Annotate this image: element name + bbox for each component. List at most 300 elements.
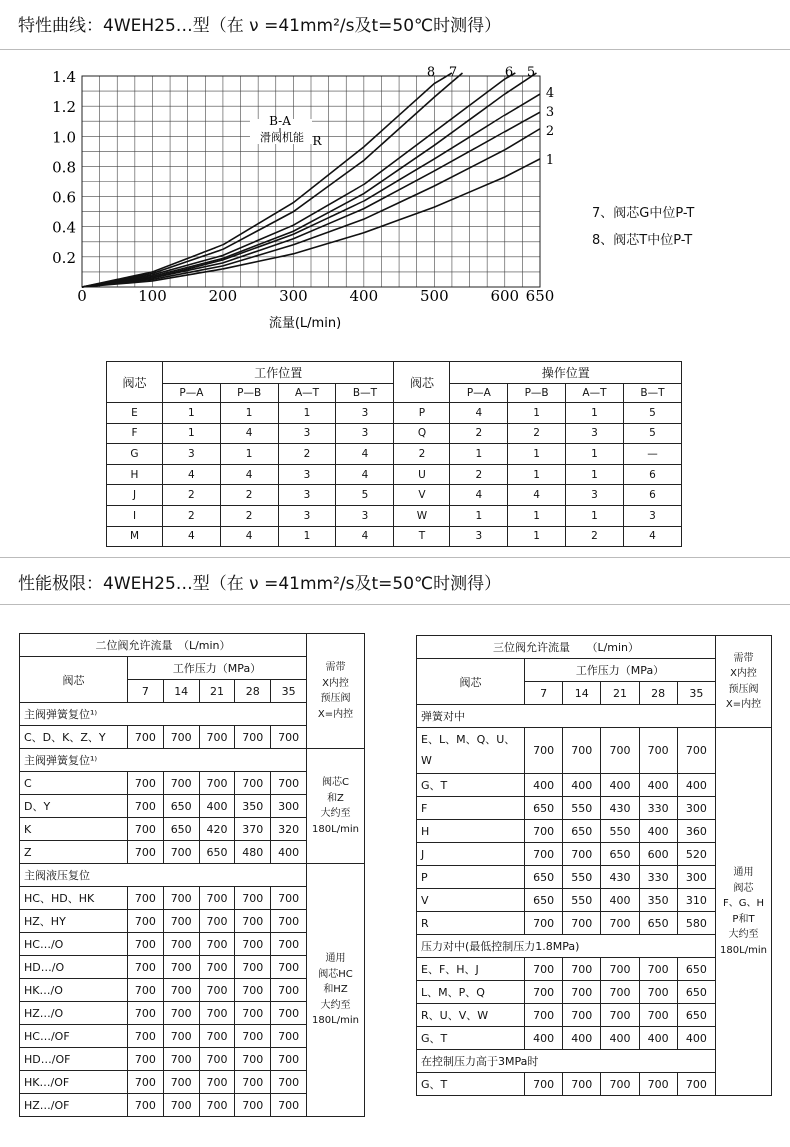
- series-line-8: [82, 73, 452, 287]
- flow-value: 650: [163, 795, 199, 818]
- x-tick-label: 100: [138, 287, 167, 305]
- spool-name: HZ、HY: [20, 910, 128, 933]
- flow-value: 700: [601, 1004, 639, 1027]
- flow-value: 700: [163, 887, 199, 910]
- flow-value: 700: [128, 1048, 164, 1071]
- table-cell: 2: [450, 423, 508, 444]
- flow-value: 700: [271, 979, 307, 1002]
- flow-value: 400: [601, 774, 639, 797]
- flow-value: 700: [199, 1002, 235, 1025]
- operating-position-header: 操作位置: [450, 362, 682, 384]
- table-row: [107, 505, 682, 526]
- table-cell: 3: [623, 505, 681, 526]
- flow-value: 400: [677, 1027, 715, 1050]
- flow-value: 480: [235, 841, 271, 864]
- annotation-top: B-A: [269, 114, 291, 128]
- flow-value: 700: [163, 910, 199, 933]
- spool-name: HK…/O: [20, 979, 128, 1002]
- flow-value: 700: [128, 933, 164, 956]
- flow-value: 700: [639, 981, 677, 1004]
- flow-value: 700: [128, 910, 164, 933]
- table-cell: E: [107, 403, 163, 424]
- pressure-value: 7: [128, 680, 164, 703]
- spool-name: R、U、V、W: [417, 1004, 525, 1027]
- flow-value: 700: [128, 795, 164, 818]
- flow-value: 550: [563, 866, 601, 889]
- col-header: A—T: [278, 384, 336, 403]
- series-label-4: 4: [545, 86, 555, 101]
- flow-value: 300: [271, 795, 307, 818]
- pressure-value: 28: [639, 682, 677, 705]
- flow-value: 550: [601, 820, 639, 843]
- flow-value: 330: [639, 797, 677, 820]
- table-cell: 6: [623, 464, 681, 485]
- side-note-line: 阀芯HC: [318, 968, 353, 980]
- x-tick-label: 500: [419, 287, 449, 305]
- side-note-line: 180L/min: [312, 823, 359, 835]
- x-tick-label: 400: [349, 287, 379, 305]
- spool-name: G、T: [417, 1027, 525, 1050]
- col-header: P—A: [450, 384, 508, 403]
- flow-value: 650: [563, 820, 601, 843]
- flow-value: 400: [639, 774, 677, 797]
- flow-value: 650: [639, 912, 677, 935]
- flow-value: 700: [525, 1073, 563, 1096]
- side-note-line: P和T: [732, 913, 755, 925]
- flow-value: 600: [639, 843, 677, 866]
- flow-value: 700: [639, 1004, 677, 1027]
- flow-value: 700: [199, 1071, 235, 1094]
- legend-item-7: 7、阀芯G中位P-T: [592, 206, 695, 221]
- table-cell: F: [107, 423, 163, 444]
- flow-value: 700: [639, 728, 677, 774]
- table-cell: 4: [508, 485, 566, 506]
- table-cell: 4: [220, 464, 278, 485]
- x-tick-label: 600: [490, 287, 520, 305]
- col-header: P—B: [508, 384, 566, 403]
- two-position-flow-table: [19, 633, 365, 1117]
- series-label-6: 6: [504, 65, 514, 80]
- spool-name: J: [417, 843, 525, 866]
- side-note-line: F、G、H: [722, 898, 765, 909]
- table-cell: 2: [220, 485, 278, 506]
- series-label-5: 5: [526, 65, 536, 80]
- table-cell: 4: [336, 444, 394, 465]
- flow-value: 430: [601, 797, 639, 820]
- group-title: 弹簧对中: [417, 705, 716, 728]
- table-cell: 3: [163, 444, 221, 465]
- flow-value: 400: [525, 1027, 563, 1050]
- spool-name: HC…/O: [20, 933, 128, 956]
- flow-value: 700: [601, 981, 639, 1004]
- side-note-line: 预压阀: [728, 683, 759, 695]
- table-cell: 4: [220, 423, 278, 444]
- table-cell: 1: [566, 403, 624, 424]
- flow-value: 700: [601, 1073, 639, 1096]
- series-label-3: 3: [545, 105, 555, 120]
- flow-value: 700: [235, 772, 271, 795]
- pressure-header: 工作压力（MPa）: [128, 657, 307, 680]
- flow-value: 650: [601, 843, 639, 866]
- flow-value: 700: [235, 887, 271, 910]
- flow-value: 700: [235, 1002, 271, 1025]
- section-header-limits: [0, 557, 790, 605]
- flow-value: 300: [677, 866, 715, 889]
- group-title: 主阀液压复位: [20, 864, 307, 887]
- group-title: 主阀弹簧复位¹⁾: [20, 749, 307, 772]
- flow-value: 700: [128, 1025, 164, 1048]
- group-row: [20, 864, 365, 887]
- flow-value: 650: [525, 797, 563, 820]
- flow-value: 700: [677, 728, 715, 774]
- flow-value: 700: [163, 726, 199, 749]
- flow-value: 700: [235, 1025, 271, 1048]
- y-tick-label: 0.8: [52, 158, 76, 177]
- flow-value: 700: [128, 956, 164, 979]
- title-row: [417, 636, 772, 659]
- flow-value: 550: [563, 889, 601, 912]
- section-title-2: 性能极限：4WEH25…型（在 ν =41mm²/s及t=50℃时测得）: [18, 574, 502, 594]
- side-note-line: 180L/min: [312, 1015, 359, 1027]
- group-row: [20, 749, 365, 772]
- flow-value: 700: [163, 1071, 199, 1094]
- col-header: B—T: [623, 384, 681, 403]
- switching-position-table: [106, 361, 682, 547]
- flow-value: 700: [199, 979, 235, 1002]
- series-label-7: 7: [448, 65, 458, 80]
- table-cell: 4: [220, 526, 278, 547]
- side-note-line: X=内控: [725, 699, 762, 710]
- pressure-value: 7: [525, 682, 563, 705]
- table-cell: 6: [623, 485, 681, 506]
- side-note-line: 大约至: [320, 999, 351, 1011]
- spool-header: 阀芯: [20, 657, 128, 703]
- flow-value: 400: [563, 774, 601, 797]
- flow-value: 400: [639, 820, 677, 843]
- group-title: 在控制压力高于3MPa时: [417, 1050, 716, 1073]
- table-cell: I: [107, 505, 163, 526]
- spool-name: HK…/OF: [20, 1071, 128, 1094]
- flow-value: 700: [199, 956, 235, 979]
- flow-value: 700: [128, 1094, 164, 1117]
- spool-name: HD…/OF: [20, 1048, 128, 1071]
- table-cell: 1: [163, 423, 221, 444]
- flow-value: 700: [563, 958, 601, 981]
- flow-value: 700: [235, 910, 271, 933]
- side-note-line: X=内控: [317, 708, 354, 720]
- flow-value: 700: [163, 956, 199, 979]
- table-cell: 3: [336, 403, 394, 424]
- y-tick-label: 0.4: [52, 218, 76, 237]
- flow-value: 700: [163, 1002, 199, 1025]
- series-line-7: [82, 73, 462, 287]
- flow-value: 700: [525, 820, 563, 843]
- section-title: 特性曲线：4WEH25…型（在 ν =41mm²/s及t=50℃时测得）: [18, 16, 502, 36]
- flow-value: 700: [199, 887, 235, 910]
- flow-value: 330: [639, 866, 677, 889]
- annotation-letter: R: [312, 134, 322, 148]
- table-cell: 1: [508, 526, 566, 547]
- spool-name: Z: [20, 841, 128, 864]
- side-note-line: 阀芯: [733, 882, 754, 894]
- flow-value: 700: [235, 979, 271, 1002]
- table-cell: 1: [508, 403, 566, 424]
- table-cell: —: [623, 444, 681, 465]
- table-cell: U: [394, 464, 450, 485]
- table-cell: 5: [623, 423, 681, 444]
- flow-value: 700: [163, 841, 199, 864]
- spool-name: E、F、H、J: [417, 958, 525, 981]
- flow-value: 700: [235, 1048, 271, 1071]
- flow-value: 700: [525, 843, 563, 866]
- table-cell: 2: [508, 423, 566, 444]
- spool-name: K: [20, 818, 128, 841]
- y-tick-label: 1.4: [52, 68, 76, 86]
- spool-name: HZ…/O: [20, 1002, 128, 1025]
- side-note-line: 大约至: [728, 929, 759, 940]
- pressure-value: 21: [601, 682, 639, 705]
- flow-value: 700: [271, 772, 307, 795]
- table-row: [107, 464, 682, 485]
- flow-value: 700: [128, 841, 164, 864]
- flow-value: 700: [235, 1094, 271, 1117]
- side-note-line: 需带: [325, 662, 346, 673]
- table-cell: 3: [278, 485, 336, 506]
- flow-value: 700: [525, 958, 563, 981]
- table-cell: 2: [566, 526, 624, 547]
- spool-name: E、L、M、Q、U、W: [417, 728, 525, 774]
- table-row: [107, 485, 682, 506]
- x-tick-label: 650: [525, 287, 555, 305]
- group-title: 主阀弹簧复位¹⁾: [20, 703, 307, 726]
- table-cell: 1: [278, 526, 336, 547]
- flow-value: 700: [199, 910, 235, 933]
- flow-value: 700: [163, 772, 199, 795]
- flow-value: 700: [601, 728, 639, 774]
- col-header: P—A: [163, 384, 221, 403]
- flow-value: 700: [271, 1048, 307, 1071]
- spool-name: V: [417, 889, 525, 912]
- flow-value: 400: [271, 841, 307, 864]
- table-cell: 3: [336, 505, 394, 526]
- legend-item-8: 8、阀芯T中位P-T: [592, 233, 693, 248]
- side-note-line: 通用: [733, 867, 754, 878]
- table-cell: H: [107, 464, 163, 485]
- pressure-value: 14: [563, 682, 601, 705]
- table-cell: 3: [566, 485, 624, 506]
- flow-value: 700: [525, 912, 563, 935]
- series-label-2: 2: [545, 124, 555, 139]
- side-note-line: 和HZ: [323, 984, 348, 996]
- flow-value: 700: [639, 1073, 677, 1096]
- flow-value: 650: [199, 841, 235, 864]
- flow-value: 400: [639, 1027, 677, 1050]
- table-cell: M: [107, 526, 163, 547]
- spool-name: G、T: [417, 1073, 525, 1096]
- side-note: [716, 636, 772, 728]
- flow-value: 400: [525, 774, 563, 797]
- flow-value: 700: [639, 958, 677, 981]
- flow-value: 700: [271, 726, 307, 749]
- flow-value: 700: [128, 818, 164, 841]
- spool-name: HZ…/OF: [20, 1094, 128, 1117]
- spool-header: 阀芯: [417, 659, 525, 705]
- flow-value: 700: [163, 1048, 199, 1071]
- spool-name: F: [417, 797, 525, 820]
- table-cell: 3: [566, 423, 624, 444]
- table-row: [107, 403, 682, 424]
- table-cell: G: [107, 444, 163, 465]
- table-cell: 1: [566, 505, 624, 526]
- table-row: [107, 423, 682, 444]
- flow-value: 550: [563, 797, 601, 820]
- table-cell: 2: [450, 464, 508, 485]
- spool-name: C: [20, 772, 128, 795]
- flow-value: 700: [271, 910, 307, 933]
- table-cell: V: [394, 485, 450, 506]
- flow-value: 430: [601, 866, 639, 889]
- flow-value: 700: [199, 726, 235, 749]
- table-cell: 3: [278, 464, 336, 485]
- characteristic-curve-chart: [0, 50, 790, 340]
- flow-value: 700: [163, 979, 199, 1002]
- flow-value: 400: [199, 795, 235, 818]
- flow-value: 700: [199, 1025, 235, 1048]
- flow-value: 370: [235, 818, 271, 841]
- spool-name: D、Y: [20, 795, 128, 818]
- flow-value: 700: [677, 1073, 715, 1096]
- flow-value: 700: [128, 887, 164, 910]
- section-header-characteristics: [0, 0, 790, 50]
- table-cell: 1: [163, 403, 221, 424]
- pressure-value: 14: [163, 680, 199, 703]
- table-row: [107, 526, 682, 547]
- flow-value: 700: [563, 1004, 601, 1027]
- side-note: [716, 728, 772, 1096]
- table-cell: 2: [163, 505, 221, 526]
- table-cell: P: [394, 403, 450, 424]
- spool-name: HC、HD、HK: [20, 887, 128, 910]
- x-tick-label: 0: [77, 287, 87, 305]
- table-cell: 1: [278, 403, 336, 424]
- table-cell: 4: [623, 526, 681, 547]
- col-header: B—T: [336, 384, 394, 403]
- flow-value: 700: [271, 1094, 307, 1117]
- side-note-line: 阀芯C: [322, 777, 349, 788]
- table-cell: 5: [336, 485, 394, 506]
- pressure-header: 工作压力（MPa）: [525, 659, 716, 682]
- side-note-line: 通用: [325, 953, 346, 965]
- table-cell: T: [394, 526, 450, 547]
- spool-name: HC…/OF: [20, 1025, 128, 1048]
- side-note-line: 180L/min: [720, 944, 767, 956]
- flow-value: 350: [235, 795, 271, 818]
- table-cell: 4: [450, 485, 508, 506]
- flow-value: 700: [235, 933, 271, 956]
- table-cell: 4: [163, 526, 221, 547]
- table-cell: J: [107, 485, 163, 506]
- table-cell: 2: [394, 444, 450, 465]
- spool-name: G、T: [417, 774, 525, 797]
- spool-name: P: [417, 866, 525, 889]
- flow-value: 700: [563, 728, 601, 774]
- flow-value: 650: [677, 1004, 715, 1027]
- flow-value: 580: [677, 912, 715, 935]
- group-title: 压力对中(最低控制压力1.8MPa): [417, 935, 716, 958]
- flow-value: 650: [677, 981, 715, 1004]
- table-cell: 2: [220, 505, 278, 526]
- flow-value: 700: [128, 772, 164, 795]
- col-header: P—B: [220, 384, 278, 403]
- y-tick-label: 0.2: [52, 248, 76, 267]
- table-row: [417, 728, 772, 774]
- table-title: 二位阀允许流量 （L/min）: [20, 634, 307, 657]
- flow-value: 700: [271, 887, 307, 910]
- table-row: [107, 444, 682, 465]
- table-cell: 1: [566, 444, 624, 465]
- table-title: 三位阀允许流量 （L/min）: [417, 636, 716, 659]
- flow-value: 400: [601, 1027, 639, 1050]
- table-cell: 1: [566, 464, 624, 485]
- flow-value: 700: [271, 933, 307, 956]
- flow-value: 400: [677, 774, 715, 797]
- flow-value: 310: [677, 889, 715, 912]
- col-header: A—T: [566, 384, 624, 403]
- y-tick-label: 1.0: [52, 128, 76, 147]
- working-position-header: 工作位置: [163, 362, 394, 384]
- x-tick-label: 300: [279, 287, 308, 305]
- flow-value: 700: [563, 843, 601, 866]
- y-tick-label: 0.6: [52, 188, 76, 207]
- side-note-line: 预压阀: [320, 693, 351, 704]
- flow-value: 700: [525, 981, 563, 1004]
- table-cell: 3: [278, 423, 336, 444]
- table-cell: W: [394, 505, 450, 526]
- flow-value: 350: [639, 889, 677, 912]
- flow-value: 700: [128, 1002, 164, 1025]
- table-cell: 3: [450, 526, 508, 547]
- flow-value: 650: [677, 958, 715, 981]
- table-cell: 1: [220, 403, 278, 424]
- table-cell: 1: [220, 444, 278, 465]
- flow-value: 700: [128, 979, 164, 1002]
- y-tick-label: 1.2: [52, 98, 76, 117]
- flow-value: 700: [271, 1002, 307, 1025]
- spool-header-2: 阀芯: [394, 362, 450, 403]
- table-cell: 4: [163, 464, 221, 485]
- side-note-line: X内控: [730, 668, 757, 679]
- flow-value: 360: [677, 820, 715, 843]
- flow-value: 700: [235, 726, 271, 749]
- title-row: [20, 634, 365, 657]
- flow-value: 700: [199, 1048, 235, 1071]
- side-note: [307, 634, 365, 749]
- side-note-line: 和Z: [327, 792, 344, 804]
- annotation-label: 滑阀机能: [260, 131, 304, 144]
- side-note: [307, 864, 365, 1117]
- table-cell: 4: [336, 526, 394, 547]
- flow-value: 700: [199, 772, 235, 795]
- flow-value: 700: [525, 1004, 563, 1027]
- pressure-value: 35: [677, 682, 715, 705]
- flow-value: 700: [163, 933, 199, 956]
- table-cell: 4: [336, 464, 394, 485]
- table-cell: 1: [508, 444, 566, 465]
- table-cell: 1: [508, 464, 566, 485]
- spool-name: HD…/O: [20, 956, 128, 979]
- table-cell: 2: [163, 485, 221, 506]
- side-note: [307, 749, 365, 864]
